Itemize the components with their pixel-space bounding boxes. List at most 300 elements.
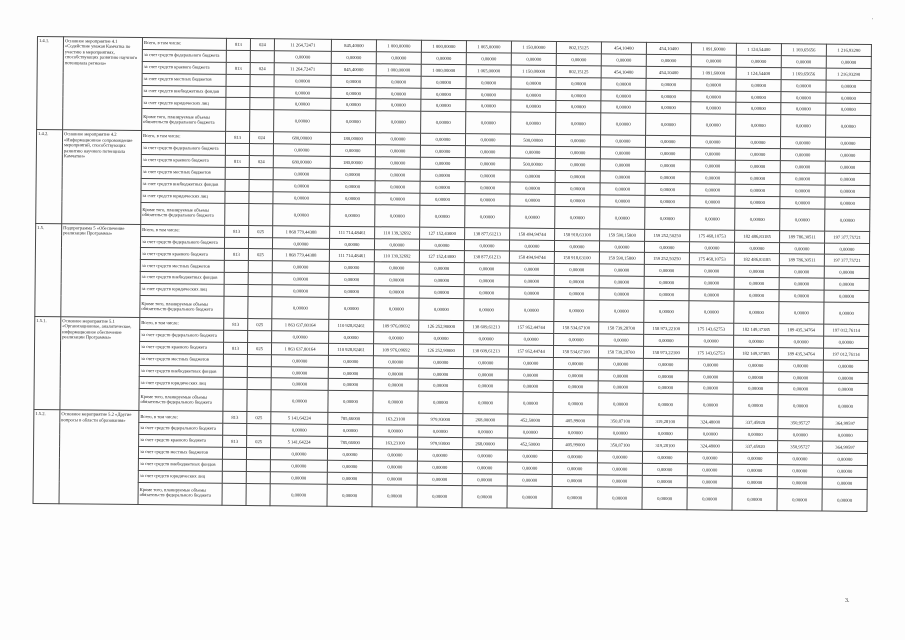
- value-cell: 0,00000: [507, 462, 552, 474]
- code-cell: [224, 273, 248, 285]
- value-cell: 0,00000: [270, 483, 327, 506]
- value-cell: 0,00000: [552, 451, 597, 463]
- value-cell: 0,00000: [329, 331, 374, 343]
- value-cell: 0,00000: [375, 204, 420, 226]
- value-cell: 158 494,94744: [510, 228, 555, 240]
- value-cell: 0,00000: [508, 369, 553, 381]
- value-cell: 0,00000: [779, 336, 824, 348]
- value-cell: 0,00000: [780, 149, 825, 161]
- value-cell: 0,00000: [376, 75, 421, 87]
- funding-source-label: Всего, в том числе:: [139, 411, 223, 424]
- value-cell: 0,00000: [375, 181, 420, 193]
- value-cell: 0,00000: [824, 278, 869, 290]
- value-cell: 0,00000: [462, 450, 507, 462]
- code-cell: [250, 50, 274, 62]
- funding-source-label: за счет средств федерального бюджета: [139, 423, 223, 436]
- value-cell: 1 150,00000: [511, 65, 556, 77]
- budget-table: [33, 36, 872, 512]
- value-cell: 0,00000: [328, 355, 373, 367]
- value-cell: 0,00000: [465, 170, 510, 182]
- value-cell: 0,00000: [646, 90, 691, 102]
- value-cell: 0,00000: [421, 100, 466, 112]
- value-cell: 0,00000: [689, 265, 734, 277]
- value-cell: 454,10400: [601, 66, 646, 78]
- value-cell: 0,00000: [644, 288, 689, 300]
- value-cell: 0,00000: [823, 372, 868, 384]
- value-cell: 0,00000: [331, 75, 376, 87]
- value-cell: 0,00000: [687, 452, 732, 464]
- value-cell: 0,00000: [272, 285, 329, 297]
- value-cell: 0,00000: [736, 103, 781, 115]
- value-cell: 0,00000: [688, 358, 733, 370]
- value-cell: 0,00000: [555, 159, 600, 171]
- value-cell: 0,00000: [418, 368, 463, 380]
- value-cell: 0,00000: [642, 463, 687, 475]
- value-cell: 0,00000: [734, 289, 779, 301]
- value-cell: 0,00000: [825, 197, 870, 209]
- value-cell: 0,00000: [779, 290, 824, 302]
- value-cell: 364,99597: [823, 417, 868, 429]
- value-cell: 324,48000: [688, 416, 733, 428]
- value-cell: 0,00000: [826, 104, 871, 116]
- value-cell: 0,00000: [645, 148, 690, 160]
- value-cell: 0,00000: [272, 331, 329, 343]
- value-cell: 0,00000: [778, 359, 823, 371]
- value-cell: 0,00000: [736, 55, 781, 67]
- code-cell: [248, 261, 272, 273]
- value-cell: 0,00000: [687, 464, 732, 476]
- code-cell: 813: [225, 132, 249, 144]
- value-cell: 0,00000: [734, 301, 779, 323]
- value-cell: 0,00000: [643, 394, 688, 416]
- value-cell: 0,00000: [465, 193, 510, 205]
- value-cell: 0,00000: [642, 451, 687, 463]
- value-cell: 0,00000: [419, 298, 464, 320]
- value-cell: 0,00000: [510, 146, 555, 158]
- value-cell: 0,00000: [421, 112, 466, 134]
- value-cell: 0,00000: [376, 99, 421, 111]
- code-cell: [249, 168, 273, 180]
- code-cell: 025: [247, 436, 271, 448]
- section-name: Подпрограмма 5 «Обеспечение реализации Программы»: [61, 223, 141, 317]
- value-cell: 0,00000: [508, 426, 553, 438]
- value-cell: 0,00000: [597, 487, 642, 509]
- value-cell: 1 216,93290: [826, 68, 871, 80]
- value-cell: 0,00000: [372, 484, 417, 506]
- code-cell: [247, 390, 271, 412]
- value-cell: 0,00000: [554, 333, 599, 345]
- value-cell: 111 714,48461: [330, 226, 375, 238]
- value-cell: 197 377,75721: [825, 231, 870, 243]
- value-cell: 158 973,22100: [643, 346, 688, 358]
- value-cell: 0,00000: [373, 391, 418, 413]
- value-cell: 0,00000: [735, 137, 780, 149]
- value-cell: 0,00000: [508, 381, 553, 393]
- code-cell: [250, 86, 274, 98]
- value-cell: 0,00000: [373, 367, 418, 379]
- value-cell: 197 377,75721: [824, 255, 869, 267]
- value-cell: 0,00000: [690, 196, 735, 208]
- value-cell: 0,00000: [733, 359, 778, 371]
- value-cell: 0,00000: [463, 368, 508, 380]
- code-cell: 813: [224, 249, 248, 261]
- value-cell: 0,00000: [372, 449, 417, 461]
- value-cell: 0,00000: [598, 393, 643, 415]
- value-cell: 802,15125: [556, 41, 601, 53]
- value-cell: 0,00000: [466, 112, 511, 134]
- section-number: 1.5.: [35, 223, 62, 317]
- value-cell: 0,00000: [733, 383, 778, 395]
- value-cell: 0,00000: [272, 237, 329, 249]
- value-cell: 0,00000: [778, 395, 823, 417]
- value-cell: 0,00000: [600, 207, 645, 229]
- value-cell: 0,00000: [508, 392, 553, 414]
- value-cell: 180,00000: [330, 156, 375, 168]
- value-cell: 109 976,09692: [374, 320, 419, 332]
- value-cell: 0,00000: [780, 161, 825, 173]
- value-cell: 1 868 779,44388: [273, 225, 330, 237]
- value-cell: 452,50000: [508, 414, 553, 426]
- value-cell: 0,00000: [330, 204, 375, 226]
- value-cell: 197 012,76114: [824, 324, 869, 336]
- funding-source-label: за счет средств местных бюджетов: [140, 260, 224, 273]
- value-cell: 0,00000: [734, 242, 779, 254]
- value-cell: 0,00000: [826, 92, 871, 104]
- value-cell: 319,28100: [643, 439, 688, 451]
- funding-source-label: за счет средств краевого бюджета: [142, 61, 226, 74]
- value-cell: 0,00000: [509, 275, 554, 287]
- value-cell: 268,00000: [463, 414, 508, 426]
- value-cell: 0,00000: [274, 51, 331, 63]
- value-cell: 0,00000: [420, 205, 465, 227]
- value-cell: 0,00000: [822, 477, 867, 489]
- value-cell: 0,00000: [735, 160, 780, 172]
- value-cell: 0,00000: [552, 462, 597, 474]
- value-cell: 0,00000: [420, 169, 465, 181]
- value-cell: 500,00000: [510, 158, 555, 170]
- value-cell: 0,00000: [273, 192, 330, 204]
- value-cell: 0,00000: [374, 274, 419, 286]
- value-cell: 0,00000: [734, 266, 779, 278]
- code-cell: [226, 74, 250, 86]
- value-cell: 0,00000: [554, 240, 599, 252]
- value-cell: 0,00000: [418, 356, 463, 368]
- code-cell: [249, 191, 273, 203]
- value-cell: 0,00000: [509, 333, 554, 345]
- value-cell: 454,10400: [646, 66, 691, 78]
- value-cell: 0,00000: [553, 381, 598, 393]
- code-cell: 024: [249, 132, 273, 144]
- value-cell: 189 435,34764: [778, 347, 823, 359]
- value-cell: 0,00000: [421, 76, 466, 88]
- value-cell: 0,00000: [511, 112, 556, 134]
- value-cell: 0,00000: [271, 354, 328, 366]
- value-cell: 0,00000: [331, 87, 376, 99]
- funding-source-label: за счет средств федерального бюджета: [141, 143, 225, 156]
- value-cell: 189 786,30511: [779, 254, 824, 266]
- section-number: 1.4.1.: [37, 37, 64, 131]
- value-cell: 0,00000: [420, 134, 465, 146]
- value-cell: 0,00000: [556, 53, 601, 65]
- value-cell: 158 494,94744: [509, 252, 554, 264]
- value-cell: 0,00000: [511, 77, 556, 89]
- code-cell: 025: [249, 225, 273, 237]
- code-cell: [223, 424, 247, 436]
- code-cell: [225, 191, 249, 203]
- value-cell: 0,00000: [420, 145, 465, 157]
- funding-source-label: Всего, в том числе:: [142, 38, 226, 51]
- value-cell: 0,00000: [780, 137, 825, 149]
- value-cell: 1 065,00000: [466, 41, 511, 53]
- value-cell: 0,00000: [822, 489, 867, 511]
- value-cell: 0,00000: [419, 274, 464, 286]
- section-name: Основное мероприятие 5.2 «Другие вопросы в области образования»: [59, 410, 139, 504]
- value-cell: 0,00000: [688, 370, 733, 382]
- value-cell: 158 739,28700: [599, 322, 644, 334]
- section-name: Основное мероприятие 4.1 «Содействие уважая Камчатка по участию в мероприятиях, способствующих развитию научного потенциала региона»: [63, 37, 143, 131]
- value-cell: 0,00000: [418, 425, 463, 437]
- funding-source-label: за счет средств федерального бюджета: [142, 49, 226, 62]
- value-cell: 0,00000: [779, 278, 824, 290]
- code-cell: 024: [250, 62, 274, 74]
- value-cell: 452,50000: [508, 438, 553, 450]
- value-cell: 0,00000: [691, 114, 736, 136]
- value-cell: 0,00000: [779, 242, 824, 254]
- value-cell: 0,00000: [825, 209, 870, 231]
- code-cell: 025: [248, 319, 272, 331]
- value-cell: 158 918,63100: [555, 228, 600, 240]
- funding-source-label: за счет средств краевого бюджета: [141, 155, 225, 168]
- value-cell: 110 139,32692: [375, 226, 420, 238]
- value-cell: 0,00000: [553, 369, 598, 381]
- funding-source-label: за счет средств местных бюджетов: [142, 73, 226, 86]
- value-cell: 182 149,37385: [734, 323, 779, 335]
- value-cell: 0,00000: [781, 103, 826, 115]
- value-cell: 0,00000: [274, 98, 331, 110]
- value-cell: 405,99000: [553, 415, 598, 427]
- code-cell: [226, 98, 250, 110]
- section-number: 1.5.2.: [33, 410, 60, 504]
- funding-source-label: Кроме того, планируемые объемы обязательств федерального бюджета: [141, 202, 225, 225]
- value-cell: 350,87100: [598, 415, 643, 427]
- section-number: 1.5.1.: [34, 317, 61, 411]
- code-cell: [248, 330, 272, 342]
- value-cell: 0,00000: [825, 185, 870, 197]
- funding-source-label: Всего, в том числе:: [141, 131, 225, 144]
- value-cell: 0,00000: [643, 358, 688, 370]
- value-cell: 1 124,54400: [736, 67, 781, 79]
- code-cell: [225, 203, 249, 225]
- value-cell: 0,00000: [463, 392, 508, 414]
- value-cell: 0,00000: [331, 111, 376, 133]
- value-cell: 0,00000: [781, 79, 826, 91]
- value-cell: 0,00000: [599, 264, 644, 276]
- value-cell: 0,00000: [329, 238, 374, 250]
- value-cell: 0,00000: [598, 369, 643, 381]
- value-cell: 0,00000: [555, 194, 600, 206]
- funding-source-label: за счет средств внебюджетных фондов: [140, 272, 224, 285]
- code-cell: [222, 471, 246, 483]
- code-cell: [224, 261, 248, 273]
- value-cell: 0,00000: [598, 427, 643, 439]
- value-cell: 180,00000: [330, 133, 375, 145]
- funding-source-label: Кроме того, планируемые объемы обязательств федерального бюджета: [140, 296, 224, 319]
- value-cell: 159 590,15800: [599, 252, 644, 264]
- value-cell: 0,00000: [509, 240, 554, 252]
- value-cell: 0,00000: [777, 465, 822, 477]
- value-cell: 1 000,00000: [376, 64, 421, 76]
- page-number: 3.: [845, 598, 850, 604]
- value-cell: 680,00000: [273, 156, 330, 168]
- value-cell: 0,00000: [507, 474, 552, 486]
- value-cell: 0,00000: [690, 136, 735, 148]
- value-cell: 0,00000: [463, 356, 508, 368]
- value-cell: 0,00000: [826, 80, 871, 92]
- value-cell: 0,00000: [825, 149, 870, 161]
- value-cell: 0,00000: [825, 137, 870, 149]
- value-cell: 0,00000: [599, 300, 644, 322]
- value-cell: 0,00000: [735, 196, 780, 208]
- value-cell: 0,00000: [824, 266, 869, 278]
- value-cell: 0,00000: [599, 240, 644, 252]
- value-cell: 0,00000: [553, 393, 598, 415]
- funding-source-label: за счет средств внебюджетных фондов: [138, 458, 222, 471]
- value-cell: 158 918,63100: [554, 252, 599, 264]
- value-cell: 175 468,10753: [689, 253, 734, 265]
- value-cell: 0,00000: [597, 475, 642, 487]
- value-cell: 0,00000: [463, 380, 508, 392]
- value-cell: 0,00000: [374, 286, 419, 298]
- value-cell: 158 534,67100: [554, 322, 599, 334]
- value-cell: 0,00000: [552, 474, 597, 486]
- value-cell: 0,00000: [690, 207, 735, 229]
- code-cell: [224, 284, 248, 296]
- value-cell: 0,00000: [823, 384, 868, 396]
- value-cell: 0,00000: [552, 486, 597, 508]
- value-cell: 0,00000: [554, 300, 599, 322]
- value-cell: 0,00000: [598, 358, 643, 370]
- value-cell: 0,00000: [465, 158, 510, 170]
- value-cell: 337,45920: [733, 440, 778, 452]
- value-cell: 364,99597: [823, 441, 868, 453]
- value-cell: 0,00000: [645, 159, 690, 171]
- value-cell: 0,00000: [643, 428, 688, 440]
- code-cell: [223, 378, 247, 390]
- value-cell: 0,00000: [376, 111, 421, 133]
- value-cell: 350,95727: [778, 417, 823, 429]
- value-cell: 350,95727: [778, 441, 823, 453]
- code-cell: [246, 483, 270, 505]
- value-cell: 0,00000: [509, 299, 554, 321]
- funding-source-label: за счет средств юридических лиц: [142, 97, 226, 110]
- value-cell: 0,00000: [690, 160, 735, 172]
- value-cell: 0,00000: [375, 145, 420, 157]
- value-cell: 126 252,90000: [419, 320, 464, 332]
- value-cell: 0,00000: [777, 453, 822, 465]
- value-cell: 0,00000: [555, 135, 600, 147]
- value-cell: 0,00000: [272, 261, 329, 273]
- value-cell: 0,00000: [690, 184, 735, 196]
- value-cell: 845,40000: [331, 63, 376, 75]
- code-cell: 813: [225, 155, 249, 167]
- value-cell: 1 124,54400: [736, 43, 781, 55]
- value-cell: 0,00000: [328, 425, 373, 437]
- value-cell: 0,00000: [826, 56, 871, 68]
- value-cell: 350,87100: [598, 439, 643, 451]
- value-cell: 0,00000: [824, 243, 869, 255]
- corner-mark: ': [872, 18, 874, 24]
- value-cell: 182 149,37385: [733, 347, 778, 359]
- value-cell: 0,00000: [375, 169, 420, 181]
- value-cell: 0,00000: [510, 194, 555, 206]
- value-cell: 0,00000: [732, 464, 777, 476]
- value-cell: 0,00000: [824, 302, 869, 324]
- value-cell: 0,00000: [372, 461, 417, 473]
- value-cell: 0,00000: [643, 382, 688, 394]
- value-cell: 1 169,65656: [781, 44, 826, 56]
- value-cell: 1 216,93290: [826, 44, 871, 56]
- value-cell: 0,00000: [270, 460, 327, 472]
- value-cell: 163,23100: [373, 413, 418, 425]
- value-cell: 0,00000: [462, 473, 507, 485]
- code-cell: [222, 483, 246, 505]
- funding-source-label: за счет средств местных бюджетов: [139, 353, 223, 366]
- value-cell: 500,00000: [510, 134, 555, 146]
- value-cell: 1 868 779,44388: [272, 249, 329, 261]
- value-cell: 157 952,44744: [509, 321, 554, 333]
- code-cell: 025: [247, 342, 271, 354]
- code-cell: [226, 110, 250, 132]
- value-cell: 0,00000: [327, 460, 372, 472]
- value-cell: 0,00000: [780, 196, 825, 208]
- code-cell: [248, 237, 272, 249]
- value-cell: 157 952,44744: [508, 345, 553, 357]
- value-cell: 5 141,64224: [271, 436, 328, 448]
- section-name: Основное мероприятие 5.1 «Организационное, аналитическое, информационное обеспечение реализации Программы»: [60, 317, 140, 411]
- value-cell: 0,00000: [826, 115, 871, 137]
- value-cell: 0,00000: [464, 239, 509, 251]
- value-cell: 0,00000: [644, 265, 689, 277]
- value-cell: 0,00000: [824, 290, 869, 302]
- funding-source-label: за счет средств внебюджетных фондов: [142, 85, 226, 98]
- value-cell: 0,00000: [511, 101, 556, 113]
- value-cell: 0,00000: [733, 395, 778, 417]
- code-cell: [248, 297, 272, 319]
- value-cell: 158 534,67100: [553, 345, 598, 357]
- value-cell: 0,00000: [327, 448, 372, 460]
- value-cell: 0,00000: [600, 159, 645, 171]
- value-cell: 0,00000: [420, 181, 465, 193]
- code-cell: [246, 448, 270, 460]
- value-cell: 0,00000: [555, 147, 600, 159]
- value-cell: 0,00000: [271, 424, 328, 436]
- value-cell: 1 863 637,80164: [272, 319, 329, 331]
- value-cell: 138 877,61213: [464, 251, 509, 263]
- value-cell: 0,00000: [691, 90, 736, 102]
- code-cell: [248, 273, 272, 285]
- value-cell: 0,00000: [823, 360, 868, 372]
- funding-source-label: за счет средств внебюджетных фондов: [141, 178, 225, 191]
- value-cell: 0,00000: [374, 262, 419, 274]
- value-cell: 138 609,61213: [463, 344, 508, 356]
- section-number: 1.4.2.: [36, 130, 63, 224]
- value-cell: 159 252,50250: [645, 229, 690, 241]
- code-cell: 813: [224, 318, 248, 330]
- code-cell: [250, 110, 274, 132]
- value-cell: 319,28100: [643, 416, 688, 428]
- section-name: Основное мероприятие 4.2 «Информационное сопровождение мероприятий, способствующих развитию научного потенциала Камчатки»: [62, 130, 142, 224]
- value-cell: 127 152,43000: [420, 227, 465, 239]
